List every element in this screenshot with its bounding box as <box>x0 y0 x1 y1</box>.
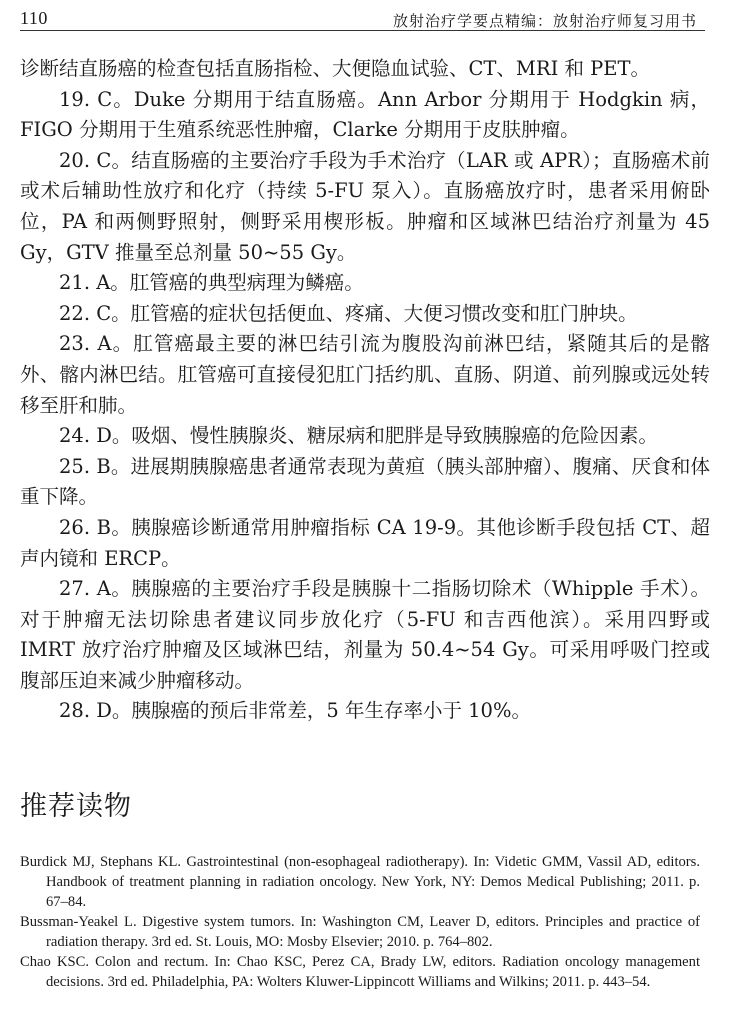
page-number: 110 <box>20 8 48 28</box>
body-text <box>20 54 710 727</box>
answer-27: 27. A。胰腺癌的主要治疗手段是胰腺十二指肠切除术（Whipple 手术）。对于肿瘤无法切除患者建议同步放化疗（5-FU 和吉西他滨）。采用四野或 IMRT 放疗治疗肿瘤及区域淋巴结，剂量为 50.4~54 Gy。可采用呼吸门控或腹部压迫来减少肿瘤移动。 <box>20 577 710 692</box>
running-title: 放射治疗学要点精编：放射治疗师复习用书 <box>392 12 697 30</box>
answer-23: 23. A。肛管癌最主要的淋巴结引流为腹股沟前淋巴结，紧随其后的是髂外、髂内淋巴结。肛管癌可直接侵犯肛门括约肌、直肠、阴道、前列腺或远处转移至肝和肺。 <box>20 332 710 417</box>
reference-item: Chao KSC. Colon and rectum. In: Chao KSC, Perez CA, Brady LW, editors. Radiation oncology management decisions. 3rd ed. Philadelphia, PA: Wolters Kluwer-Lippincott Williams and Wilkins; 2011. p. 443–54. <box>20 954 700 990</box>
page-header <box>20 8 705 31</box>
reference-item: Bussman-Yeakel L. Digestive system tumors. In: Washington CM, Leaver D, editors. Principles and practice of radiation therapy. 3rd ed. St. Louis, MO: Mosby Elsevier; 2010. p. 764–802. <box>20 914 700 950</box>
answer-21: 21. A。肛管癌的典型病理为鳞癌。 <box>59 271 364 295</box>
reference-list <box>20 852 700 992</box>
answer-20: 20. C。结直肠癌的主要治疗手段为手术治疗（LAR 或 APR）；直肠癌术前或术后辅助性放疗和化疗（持续 5-FU 泵入）。直肠癌放疗时，患者采用俯卧位，PA 和两侧野照射，侧野采用楔形板。肿瘤和区域淋巴结治疗剂量为 45 Gy，GTV 推量至总剂量 50~55 Gy。 <box>20 148 710 264</box>
reference-item: Burdick MJ, Stephans KL. Gastrointestinal (non-esophageal radiotherapy). In: Videtic GMM, Vassil AD, editors. Handbook of treatment planning in radiation oncology. New York, NY: Demos Medical Publishing; 2011. p. 67–84. <box>20 854 700 910</box>
answer-24: 24. D。吸烟、慢性胰腺炎、糖尿病和肥胖是导致胰腺癌的危险因素。 <box>59 424 658 448</box>
answer-22: 22. C。肛管癌的症状包括便血、疼痛、大便习惯改变和肛门肿块。 <box>59 301 638 325</box>
answer-25: 25. B。进展期胰腺癌患者通常表现为黄疸（胰头部肿瘤）、腹痛、厌食和体重下降。 <box>20 454 710 509</box>
answer-28: 28. D。胰腺癌的预后非常差，5 年生存率小于 10%。 <box>59 699 531 723</box>
section-heading: 推荐读物 <box>20 791 132 822</box>
paragraph-continuation: 诊断结直肠癌的检查包括直肠指检、大便隐血试验、CT、MRI 和 PET。 <box>20 57 651 80</box>
answer-26: 26. B。胰腺癌诊断通常用肿瘤指标 CA 19-9。其他诊断手段包括 CT、超声内镜和 ERCP。 <box>20 515 710 570</box>
answer-19: 19. C。Duke 分期用于结直肠癌。Ann Arbor 分期用于 Hodgkin 病，FIGO 分期用于生殖系统恶性肿瘤，Clarke 分期用于皮肤肿瘤。 <box>20 87 710 142</box>
